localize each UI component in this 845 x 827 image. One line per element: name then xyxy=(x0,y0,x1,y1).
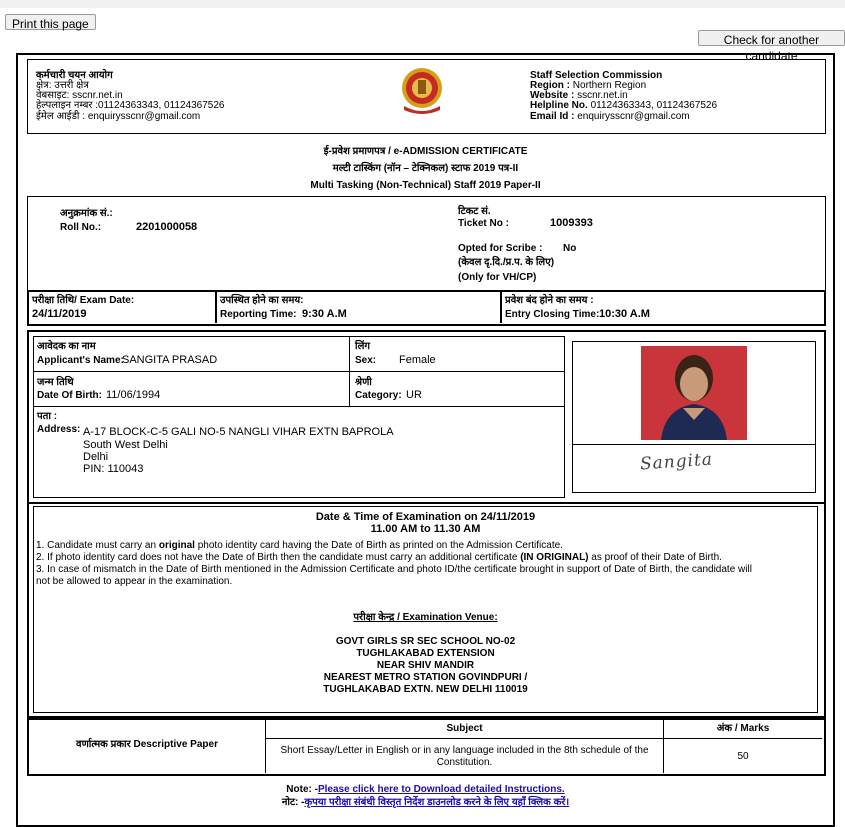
reporting-value: 9:30 A.M xyxy=(302,308,347,320)
download-note-hindi xyxy=(27,797,824,808)
instruction-emphasis: original xyxy=(158,540,195,551)
paper-name: वर्णात्मक प्रकार Descriptive Paper xyxy=(76,739,218,750)
roll-label-hindi: अनुक्रमांक सं.: xyxy=(60,208,113,219)
helpline-label: Helpline No. xyxy=(530,100,588,111)
name-label: Applicant's Name: xyxy=(37,355,124,366)
instruction-3-cont: not be allowed to appear in the examination. xyxy=(36,576,233,587)
category-label: Category: xyxy=(355,390,402,401)
venue-heading: परीक्षा केन्द्र / Examination Venue: xyxy=(353,612,498,623)
category-label-hindi: श्रेणी xyxy=(355,377,372,388)
ticket-label: Ticket No : xyxy=(458,218,509,229)
timing-divider xyxy=(500,291,502,323)
hi-website: वेबसाइट: sscnr.net.in xyxy=(36,90,123,101)
region-value: Northern Region xyxy=(572,80,647,91)
website-label: Website : xyxy=(530,90,575,101)
address-label-hindi: पता : xyxy=(37,411,58,422)
instruction-text: as proof of their Date of Birth. xyxy=(588,552,722,563)
region-label: Region : xyxy=(530,80,570,91)
exam-datetime-heading: Date & Time of Examination on 24/11/2019 xyxy=(315,511,536,523)
venue-line: NEAREST METRO STATION GOVINDPURI / xyxy=(323,672,528,683)
hi-region: क्षेत्र: उत्तरी क्षेत्र xyxy=(36,80,89,91)
address-line: South West Delhi xyxy=(83,439,168,451)
category-value: UR xyxy=(406,389,422,401)
name-label-hindi: आवेदक का नाम xyxy=(37,341,96,352)
ticket-label-hindi: टिकट सं. xyxy=(458,206,491,217)
exam-time: 11.00 AM to 11.30 AM xyxy=(370,523,481,535)
instruction-1 xyxy=(36,540,563,551)
note-label-hindi: नोट: - xyxy=(281,797,305,808)
subject-line: Constitution. xyxy=(436,757,493,768)
candidate-signature: Sangita xyxy=(639,449,714,475)
closing-label: Entry Closing Time: xyxy=(505,309,600,320)
roll-box xyxy=(27,196,826,291)
hi-commission-name: कर्मचारी चयन आयोग xyxy=(36,70,113,81)
instruction-emphasis: (IN ORIGINAL) xyxy=(520,552,589,563)
helpline-row xyxy=(530,100,717,111)
top-strip xyxy=(0,0,845,8)
timing-divider xyxy=(215,291,217,323)
download-instructions-link[interactable]: Please click here to Download detailed Instructions. xyxy=(317,784,565,795)
scribe-note-hindi: (केवल दृ.दि./प्र.प. के लिए) xyxy=(458,257,555,268)
note-label: Note: - xyxy=(286,784,318,795)
roll-value: 2201000058 xyxy=(136,221,198,233)
sex-label-hindi: लिंग xyxy=(355,341,370,352)
address-line: PIN: 110043 xyxy=(83,463,144,475)
photo-divider xyxy=(573,444,815,445)
timing-row xyxy=(27,290,826,326)
sex-value: Female xyxy=(399,354,436,366)
address-line: Delhi xyxy=(83,451,109,463)
dob-label: Date Of Birth: xyxy=(37,390,102,401)
ssc-emblem-icon xyxy=(396,66,448,114)
name-value: SANGITA PRASAD xyxy=(122,354,218,366)
closing-label-hindi: प्रवेश बंद होने का समय : xyxy=(505,295,594,306)
scribe-label: Opted for Scribe : xyxy=(458,243,543,254)
email-value: enquirysscnr@gmail.com xyxy=(577,111,690,122)
marks-header: अंक / Marks xyxy=(716,723,770,734)
exam-name-hindi: मल्टी टास्किंग (नॉन – टेक्निकल) स्टाफ 2019 पत्र-II xyxy=(332,163,519,174)
column-divider xyxy=(349,337,350,406)
email-label: Email Id : xyxy=(530,111,575,122)
closing-value: 10:30 A.M xyxy=(599,308,650,320)
subject-line: Short Essay/Letter in English or in any language included in the 8th schedule of the xyxy=(280,745,649,756)
check-another-candidate-button[interactable]: Check for another candidate xyxy=(698,30,845,46)
email-row xyxy=(530,111,690,122)
venue-line: NEAR SHIV MANDIR xyxy=(376,660,475,671)
helpline-value: 01124363343, 01124367526 xyxy=(590,100,718,111)
certificate-title: ई-प्रवेश प्रमाणपत्र / e-ADMISSION CERTIFICATE xyxy=(323,146,528,157)
dob-value: 11/06/1994 xyxy=(106,389,161,401)
instruction-2 xyxy=(36,552,722,563)
reporting-label: Reporting Time: xyxy=(220,309,297,320)
scribe-value: No xyxy=(563,243,577,254)
instruction-text: 2. If photo identity card does not have the Date of Birth then the candidate must carry an additional certificate xyxy=(36,552,521,563)
marks-value: 50 xyxy=(737,751,749,762)
exam-date-label: परीक्षा तिथि/ Exam Date: xyxy=(32,295,135,306)
download-instructions-link-hindi[interactable]: कृपया परीक्षा संबंधी विस्तृत निर्देश डाउनलोड करने के लिए यहाँ क्लिक करें। xyxy=(304,797,570,808)
ticket-value: 1009393 xyxy=(550,217,593,229)
scribe-note: (Only for VH/CP) xyxy=(458,272,537,283)
dob-label-hindi: जन्म तिथि xyxy=(37,377,74,388)
exam-name: Multi Tasking (Non-Technical) Staff 2019 Paper-II xyxy=(310,180,541,191)
hi-email: ईमेल आईडी : enquirysscnr@gmail.com xyxy=(36,111,201,122)
row-divider xyxy=(34,371,564,372)
download-note xyxy=(27,784,824,795)
subject-header: Subject xyxy=(446,723,483,734)
row-divider xyxy=(34,406,564,407)
venue-line: TUGHLAKABAD EXTN. NEW DELHI 110019 xyxy=(323,684,528,695)
website-value: sscnr.net.in xyxy=(577,90,628,101)
instruction-text: 1. Candidate must carry an xyxy=(36,540,159,551)
reporting-label-hindi: उपस्थित होने का समय: xyxy=(220,295,304,306)
venue-line: TUGHLAKABAD EXTENSION xyxy=(356,648,495,659)
table-divider xyxy=(266,738,822,739)
instruction-3: 3. In case of mismatch in the Date of Birth mentioned in the Admission Certificate and photo ID/the certificate brought in support of Date of Birth, the candidate will xyxy=(36,564,752,575)
venue-line: GOVT GIRLS SR SEC SCHOOL NO-02 xyxy=(335,636,516,647)
print-page-button[interactable]: Print this page xyxy=(5,14,96,30)
candidate-photo xyxy=(641,346,747,440)
exam-date-value: 24/11/2019 xyxy=(32,308,87,320)
instruction-text: photo identity card having the Date of Birth as printed on the Admission Certificate. xyxy=(194,540,563,551)
hi-helpline: हेल्पलाइन नम्बर :01124363343, 01124367526 xyxy=(36,100,225,111)
address-line: A-17 BLOCK-C-5 GALI NO-5 NANGLI VIHAR EXTN BAPROLA xyxy=(83,426,394,438)
address-label: Address: xyxy=(37,424,81,435)
en-commission-name: Staff Selection Commission xyxy=(530,70,663,81)
roll-label: Roll No.: xyxy=(60,222,102,233)
sex-label: Sex: xyxy=(355,355,377,366)
